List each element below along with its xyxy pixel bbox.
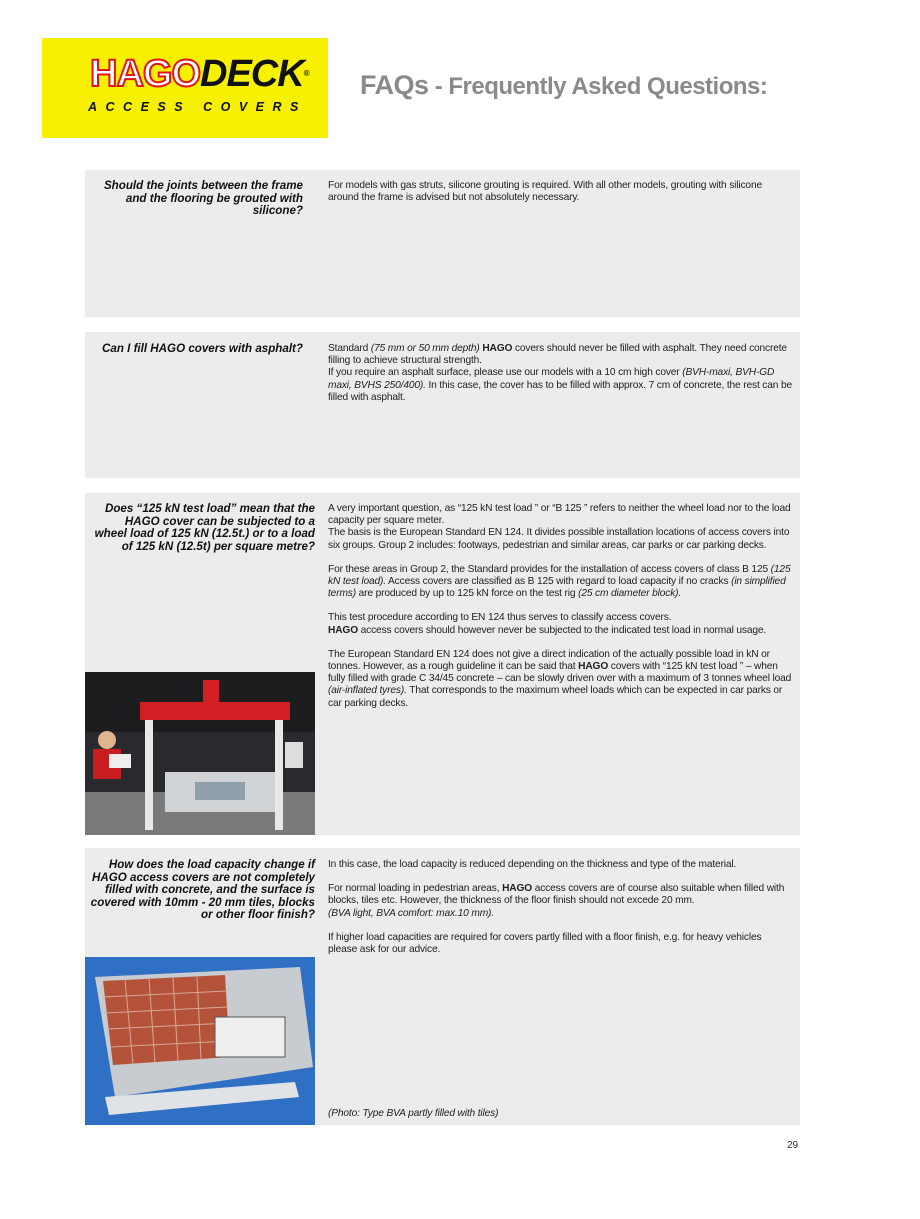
photo-caption: (Photo: Type BVA partly filled with tiles) [328,1108,499,1119]
answer-paragraph [328,932,793,956]
answer-text: Standard [328,343,371,354]
faq-answer [328,503,793,722]
faq-answer [328,343,793,416]
answer-text: In this case, the load capacity is reduced depending on the thickness and type of the material. [328,859,737,870]
logo-registered: ® [303,69,309,78]
faq-answer [328,180,793,216]
answer-paragraph [328,612,793,636]
answer-text: For models with gas struts, silicone grouting is required. With all other models, grouting with silicone around the frame is advised but not absolutely necessary. [328,180,762,204]
tiled-cover-photo [85,957,315,1125]
faq-question: How does the load capacity change if HAGO access covers are not completely filled with concrete, and the surface is covered with 10mm - 20 mm tiles, blocks or other floor finish? [90,858,315,922]
faq-section-1 [85,170,800,317]
answer-paragraph [328,503,793,552]
brand-text: HAGO [482,343,513,354]
answer-text: covers should never be filled with asphalt. They need concrete filling to achieve structural strength. [328,343,787,367]
answer-text: If higher load capacities are required for covers partly filled with a floor finish, e.g. for heavy vehicles please ask for our advice. [328,931,762,956]
answer-text: That corresponds to the maximum wheel loads which can be expected in car parks or car parking decks. [328,685,783,709]
answer-text: The basis is the European Standard EN 124. It divides possible installation locations of access covers into six groups. Group 2 includes: footways, pedestrian and similar areas, car parks or car parking decks. [328,527,790,551]
answer-text: If you require an asphalt surface, please use our models with a 10 cm high cover [328,367,683,379]
title-faqs: FAQs [360,70,429,100]
answer-text: Access covers are classified as B 125 with regard to load capacity if no cracks [385,576,732,588]
answer-text: are produced by up to 125 kN force on the test rig [355,588,579,600]
answer-text: This test procedure according to EN 124 thus serves to classify access covers. [328,612,672,624]
faq-question: Can I fill HAGO covers with asphalt? [102,342,303,355]
brand-text: HAGO [578,661,609,673]
title-rest: - Frequently Asked Questions: [428,73,768,100]
faq-section-2 [85,332,800,478]
brand-text: HAGO [328,624,358,636]
answer-paragraph [328,859,793,871]
faq-answer [328,859,793,968]
answer-paragraph [328,564,793,601]
test-rig-photo [85,672,315,835]
answer-text: (125 kN test load). [328,563,791,588]
answer-text: For normal loading in pedestrian areas, [328,883,503,895]
logo-hago: HAGO [90,53,200,95]
answer-text: access covers are of course also suitable when filled with blocks, tiles etc. However, the thickness of the floor finish should not excede 20 mm. [328,883,785,907]
faq-question: Should the joints between the frame and the flooring be grouted with silicone? [103,179,303,218]
answer-text: (75 mm or 50 mm depth) [370,343,480,354]
faq-section-4 [85,848,800,1125]
brand-text: HAGO [502,883,533,895]
answer-text: covers with “125 kN test load ” – when fully filled with grade C 34/45 concrete – can be slowly driven over with a maximum of 3 tonnes wheel load [328,661,792,685]
answer-text: (BVH-maxi, BVH-GD maxi, BVHS 250/400). [328,367,775,391]
faq-question: Does “125 kN test load” mean that the HAGO cover can be subjected to a wheel load of 125 kN (12.5t.) or to a load of 125 kN (12.5t) per square metre? [94,502,315,553]
logo-tagline: ACCESS COVERS [88,100,307,114]
answer-text: (25 cm diameter block). [578,588,682,600]
answer-text: (in simplified terms) [328,576,786,600]
hagodeck-logo [42,38,328,138]
answer-text: In this case, the cover has to be filled with approx. 7 cm of concrete, the rest can be filled with asphalt. [328,379,792,403]
answer-text: For these areas in Group 2, the Standard provides for the installation of access covers of class B 125 [328,563,771,575]
page-title [360,70,767,101]
page-number: 29 [787,1140,799,1151]
logo-deck: DECK [200,53,304,95]
faq-section-3 [85,493,800,835]
answer-text: (BVA light, BVA comfort: max.10 mm). [328,907,494,919]
answer-text: access covers should however never be subjected to the indicated test load in normal usage. [357,624,767,636]
answer-paragraph [328,180,793,204]
answer-paragraph [328,343,793,404]
answer-text: (air-inflated tyres). [328,685,407,697]
answer-text: The European Standard EN 124 does not give a direct indication of the actually possible load in kN or tonnes. However, as a rough guideline it can be said that [328,648,770,673]
answer-paragraph [328,649,793,710]
answer-paragraph [328,883,793,920]
answer-text: A very important question, as “125 kN test load ” or “B 125 ” refers to neither the wheel load nor to the load capacity per square meter. [328,503,791,527]
